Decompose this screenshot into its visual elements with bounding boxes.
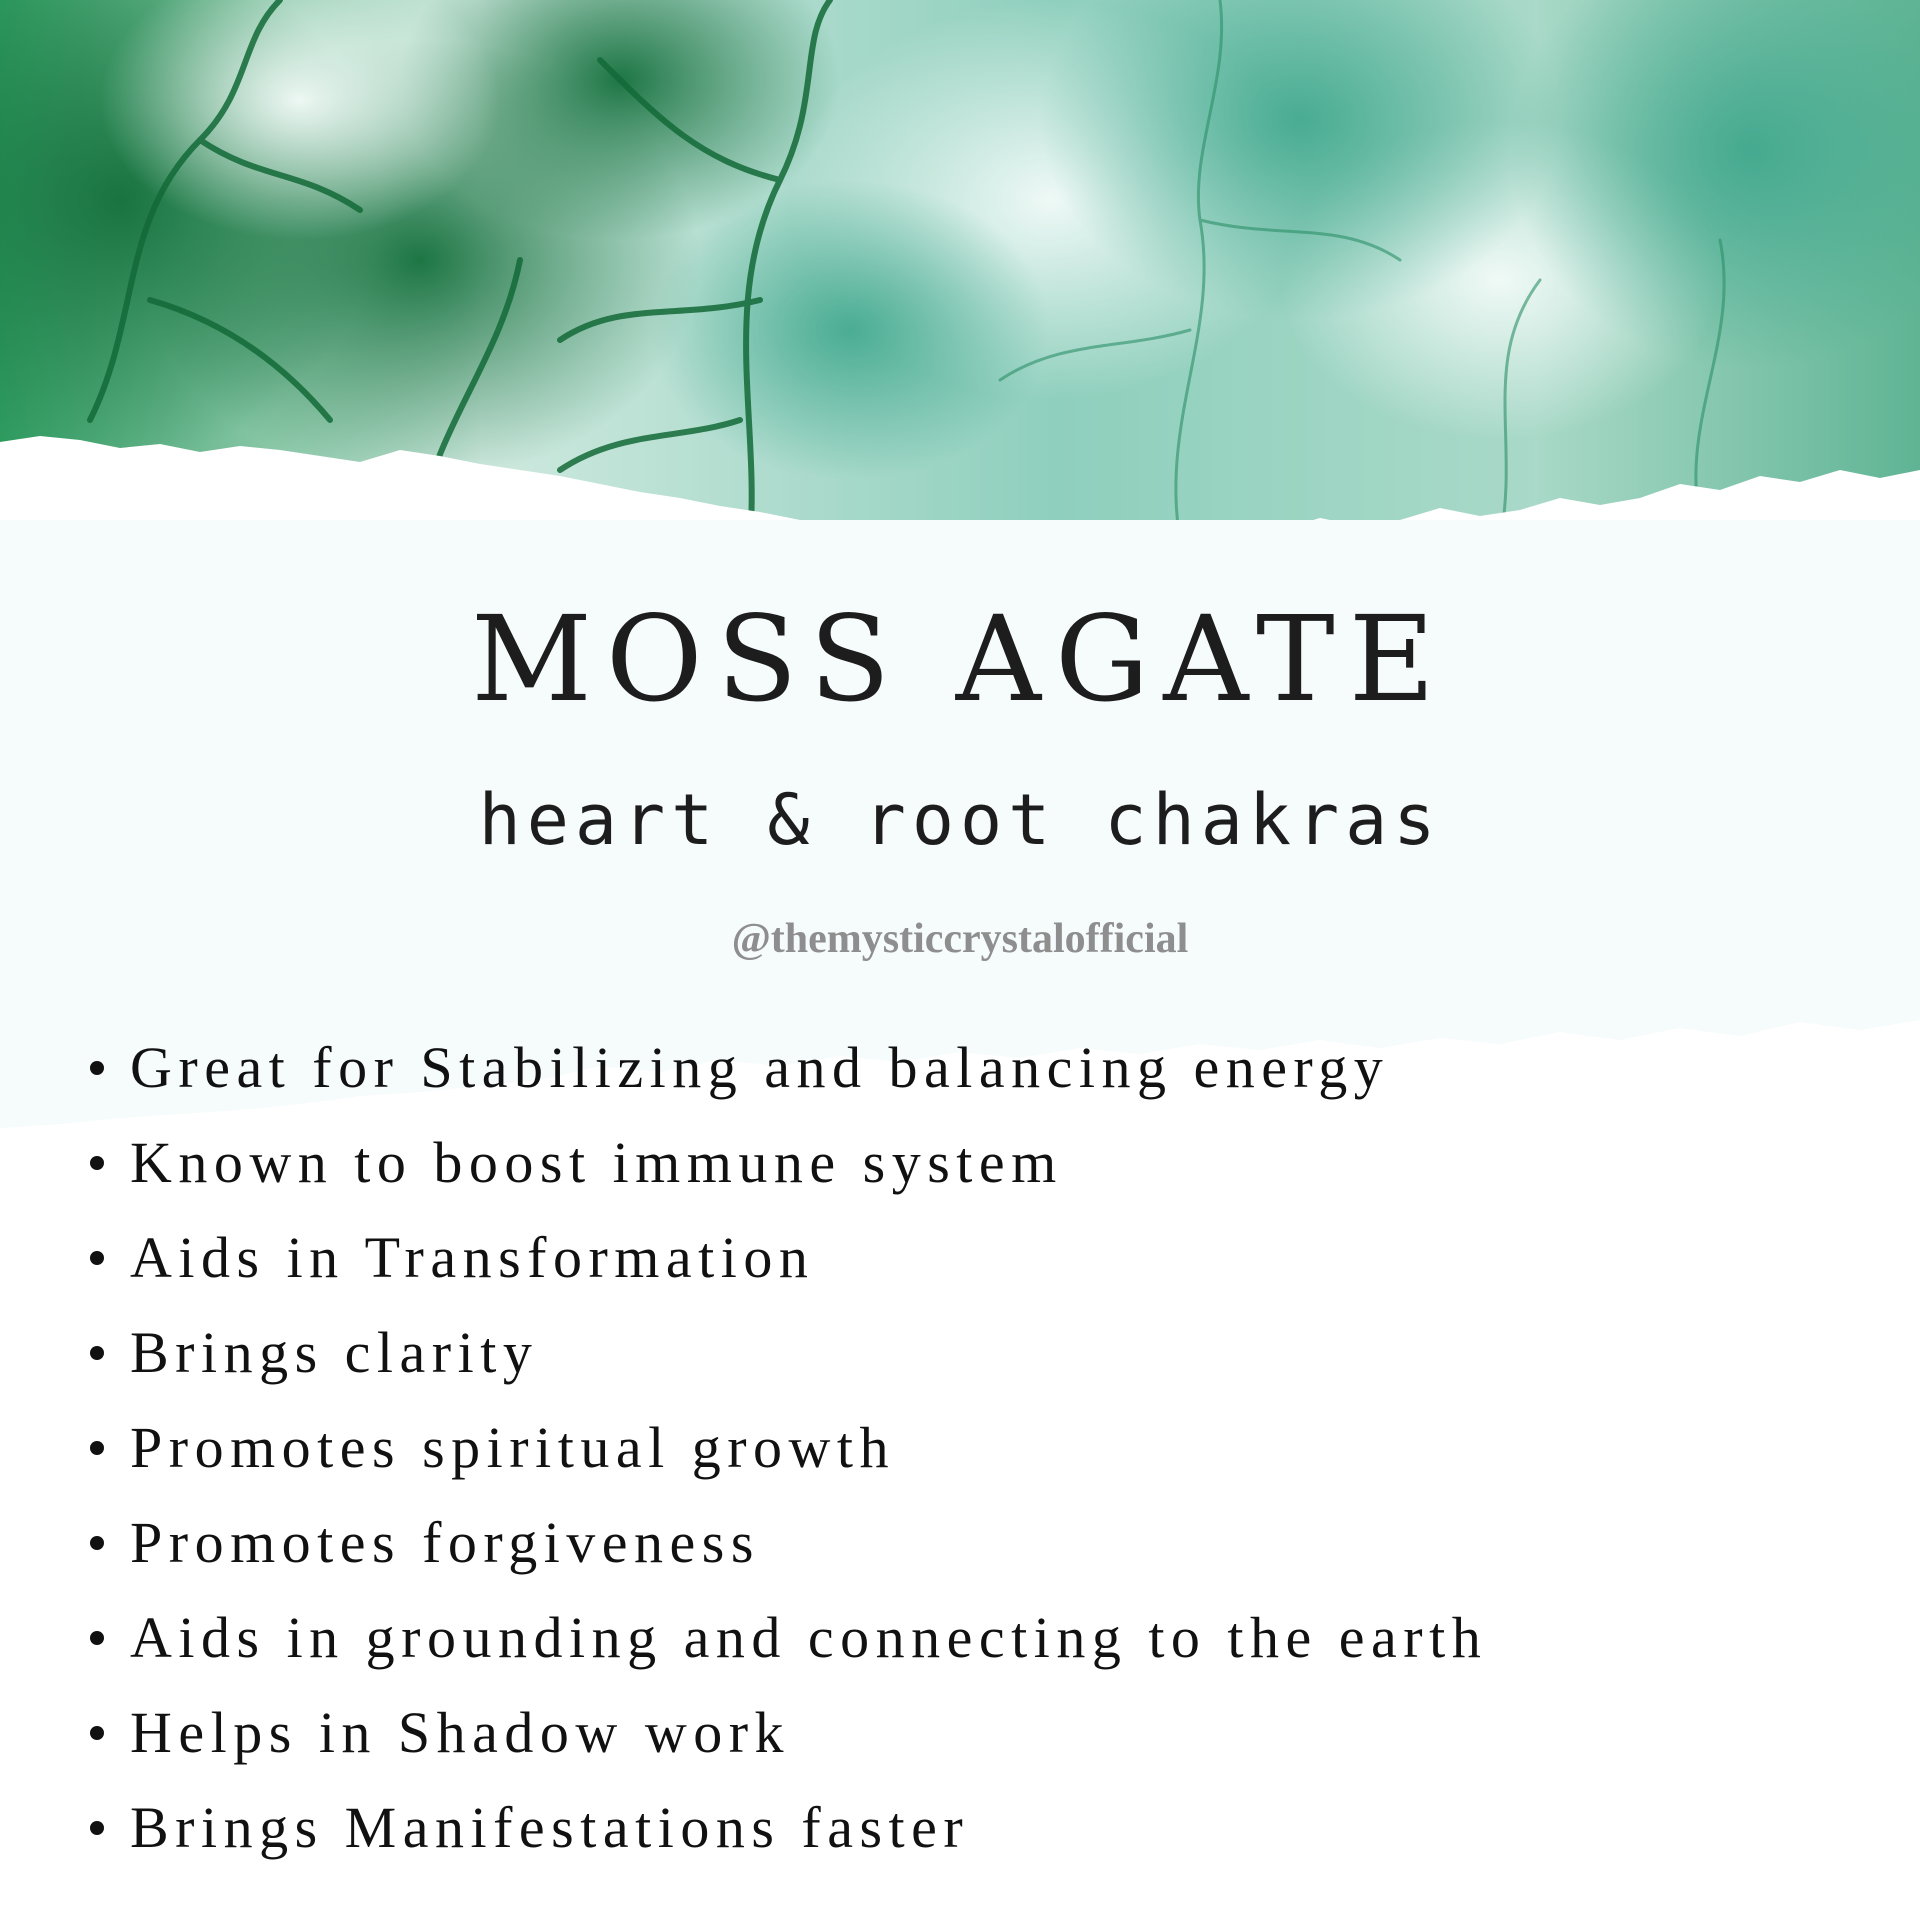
benefit-text: Aids in Transformation (130, 1225, 815, 1290)
social-handle: @themysticcrystalofficial (731, 916, 1189, 962)
bullet-icon (90, 1821, 104, 1835)
list-item (90, 1685, 1487, 1780)
list-item (90, 1495, 1487, 1590)
list-item (90, 1020, 1487, 1115)
bullet-icon (90, 1441, 104, 1455)
moss-agate-texture (0, 0, 1920, 560)
benefit-text: Known to boost immune system (130, 1130, 1063, 1195)
benefit-text: Brings clarity (130, 1320, 539, 1385)
bullet-icon (90, 1536, 104, 1550)
bullet-icon (90, 1061, 104, 1075)
bullet-icon (90, 1631, 104, 1645)
list-item (90, 1400, 1487, 1495)
bullet-icon (90, 1251, 104, 1265)
page-title: MOSS AGATE (471, 590, 1449, 728)
benefit-text: Helps in Shadow work (130, 1700, 791, 1765)
bullet-icon (90, 1156, 104, 1170)
benefits-list (90, 1020, 1487, 1875)
bullet-icon (90, 1346, 104, 1360)
bullet-icon (90, 1726, 104, 1740)
moss-agate-photo (0, 0, 1920, 560)
list-item (90, 1115, 1487, 1210)
chakra-subtitle: heart & root chakras (478, 779, 1442, 861)
list-item (90, 1305, 1487, 1400)
benefit-text: Promotes forgiveness (130, 1510, 760, 1575)
benefit-text: Great for Stabilizing and balancing energy (130, 1035, 1390, 1100)
benefit-text: Promotes spiritual growth (130, 1415, 896, 1480)
benefit-text: Aids in grounding and connecting to the earth (130, 1605, 1488, 1670)
benefit-text: Brings Manifestations faster (130, 1795, 970, 1860)
list-item (90, 1210, 1487, 1305)
list-item (90, 1590, 1487, 1685)
list-item (90, 1780, 1487, 1875)
